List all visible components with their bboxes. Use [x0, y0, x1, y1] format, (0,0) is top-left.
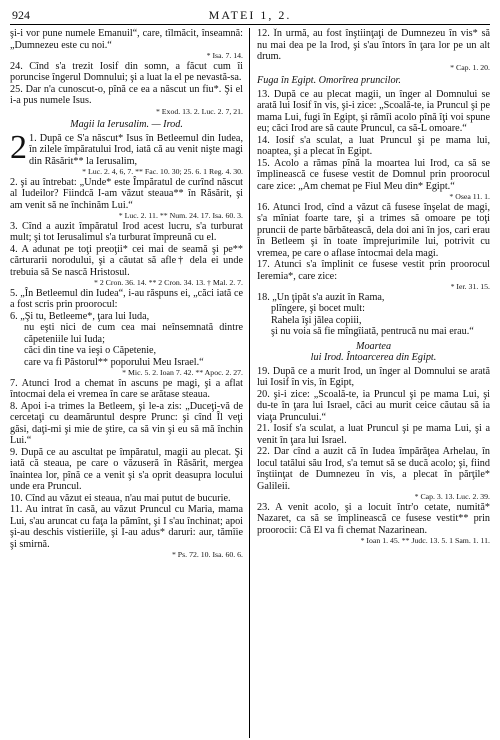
right-column — [250, 28, 490, 738]
verse-1-23 — [10, 28, 243, 61]
verse-2-11 — [10, 504, 243, 560]
section-heading — [257, 341, 490, 364]
quotation-line: şi nu voia să fie mîngîiată, pentrucă nu mai erau.“ — [271, 326, 474, 337]
verse-2-19: 19. După ce a murit Irod, un înger al Domnului se arată lui Iosif în vis, în Egipt, — [257, 365, 490, 388]
verse-2-12 — [257, 28, 490, 72]
verse-2-8: 8. Apoi i-a trimes la Betleem, şi le-a zis: „Duceţi-vă de cercetaţi cu deamăruntul despre Prunc: şi cînd Îl veţi găsi, daţi-mi şi mie de ştire, ca să vin şi eu să mă închin Lui.“ — [10, 400, 243, 446]
chapter-2-start — [10, 128, 243, 168]
cross-reference: * Isa. 7. 14. — [206, 51, 243, 60]
verse-2-15 — [257, 158, 490, 202]
page-title: MATEI 1, 2. — [208, 8, 292, 22]
quotation-line: care va fi Păstorul** poporului Meu Israel.“ — [24, 356, 204, 368]
verse-1-24: 24. Cînd s'a trezit Iosif din somn, a făcut cum îi poruncise îngerul Domnului; şi a luat la el pe nevastă-sa. — [10, 60, 243, 83]
heading-line: lui Irod. Întoarcerea din Egipt. — [310, 352, 437, 363]
quotation-lines — [257, 303, 490, 338]
cross-reference: * Osea 11. 1. — [449, 192, 490, 201]
cross-reference: * Cap. 1. 20. — [450, 62, 490, 72]
verse-2-3: 3. Cînd a auzit împăratul Irod acest lucru, s'a turburat mult; şi tot Ierusalimul s'a turburat împreună cu el. — [10, 220, 243, 243]
verse-2-10: 10. Cînd au văzut ei steaua, n'au mai putut de bucurie. — [10, 492, 231, 504]
verse-2-4 — [10, 244, 243, 288]
page-header — [10, 6, 490, 25]
quotation-line: nu eşti nici de cum cea mai neînsemnată dintre căpeteniile lui Iuda; — [24, 322, 243, 345]
verse-2-13: 13. După ce au plecat magii, un înger al Domnului se arată lui Iosif în vis, şi-i zice: „Scoală-te, ia Pruncul şi pe mama Lui, fugi în Egipt, şi rămîi acolo pînă îţi voi spune eu; căci Irod are să caute Pruncul, ca să-L omoare.“ — [257, 88, 490, 134]
chapter-drop-cap: 2 — [10, 128, 27, 166]
quotation-line: căci din tine va ieşi o Căpetenie, — [24, 345, 157, 356]
verse-2-5: 5. „În Betleemul din Iudea“, i-au răspuns ei, „căci iată ce a fost scris prin proorocul: — [10, 287, 243, 310]
verse-text: 2. şi au întrebat: „Unde* este Împăratul de curînd născut al Iudeilor? Fiindcă I-am văzut steaua** în Răsărit, şi am venit să ne închinăm Lui.“ — [10, 176, 243, 211]
quotation-line: Rahela îşi jălea copiii, — [271, 314, 362, 326]
verse-2-7: 7. Atunci Irod a chemat în ascuns pe magi, şi a aflat întocmai dela ei vremea în care se arătase steaua. — [10, 377, 243, 400]
section-heading: Magii la Ierusalim. — Irod. — [70, 119, 183, 130]
quotation-line: plîngere, şi bocet mult: — [271, 303, 365, 314]
verse-2-16: 16. Atunci Irod, cînd a văzut că fusese înşelat de magi, s'a mîniat foarte tare, şi a trimes să omoare pe toţi pruncii de parte bărbătească, dela doi ani în jos, cari erau în Betleem şi în toate împrejurimile lui, potrivit cu vremea, pe care o aflase întocmai dela magi. — [257, 201, 490, 259]
heading-line: Moartea — [355, 340, 392, 352]
verse-text: 11. Au intrat în casă, au văzut Pruncul cu Maria, mama Lui, s'au aruncat cu faţa la pămînt, şi I s'au închinat; apoi şi-au deschis vistieriile, şi I-au adus* daruri: aur, tămîie şi smirnă. — [10, 504, 243, 550]
verse-text: şi-i vor pune numele Emanuil“, care, tîlmăcit, înseamnă: „Dumnezeu este cu noi.“ — [10, 28, 243, 51]
cross-reference: * Ier. 31. 15. — [450, 282, 490, 291]
verse-2-1: 1. După ce S'a născut* Isus în Betleemul din Iudea, în zilele împăratului Irod, iată că au venit nişte magi din Răsărit** la Ierusalim, — [29, 132, 243, 167]
verse-2-9: 9. După ce au ascultat pe împăratul, magii au plecat. Şi iată că steaua, pe care o văzuseră în Răsărit, mergea înaintea lor, pînă ce a venit şi s'a oprit deasupra locului unde era Pruncul. — [10, 446, 243, 492]
verse-2-21: 21. Iosif s'a sculat, a luat Pruncul şi pe mama Lui, şi a venit în ţara lui Israel. — [257, 423, 490, 446]
cross-reference: * Exod. 13. 2. Luc. 2. 7, 21. — [155, 106, 243, 116]
verse-text: 23. A venit acolo, şi a locuit într'o cetate, numită* Nazaret, ca să se împlinească ce fusese vestit** prin proorocii: Că El va fi chemat Nazarinean. — [257, 501, 490, 536]
verse-text: 12. În urmă, au fost înştiinţaţi de Dumnezeu în vis* să nu mai dea pe la Irod, şi s'au întors în ţara lor pe un alt drum. — [257, 28, 490, 62]
verse-text: 25. Dar n'a cunoscut-o, pînă ce ea a născut un fiu*. Şi el i-a pus numele Isus. — [10, 83, 243, 106]
verse-2-6: 6. „Şi tu, Betleeme*, ţara lui Iuda, — [10, 310, 150, 322]
verse-2-2 — [10, 177, 243, 221]
verse-2-23 — [257, 502, 490, 546]
left-column — [10, 28, 250, 738]
verse-text: 17. Atunci s'a împlinit ce fusese vestit prin proorocul Ieremia*, care zice: — [257, 259, 490, 282]
cross-reference: * Ioan 1. 45. ** Judc. 13. 5. 1 Sam. 1. 11. — [360, 536, 490, 545]
page-number: 924 — [12, 8, 30, 22]
quotation-lines — [10, 322, 243, 368]
section-heading: Fuga în Egipt. Omorîrea pruncilor. — [257, 75, 401, 86]
verse-2-18: 18. „Un ţipăt s'a auzit în Rama, — [257, 291, 385, 303]
verse-2-20: 20. şi-i zice: „Scoală-te, ia Pruncul şi pe mama Lui, şi du-te în ţara lui Israel, căci au murit ceice căutau să ia viaţa Pruncului.“ — [257, 388, 490, 423]
cross-reference: * Mic. 5. 2. Ioan 7. 42. ** Apoc. 2. 27. — [122, 368, 243, 377]
verse-2-17 — [257, 259, 490, 292]
verse-2-14: 14. Iosif s'a sculat, a luat Pruncul şi pe mama lui, noaptea, şi a plecat în Egipt. — [257, 134, 490, 157]
cross-reference: * Cap. 3. 13. Luc. 2. 39. — [414, 492, 490, 501]
cross-reference: * Luc. 2. 11. ** Num. 24. 17. Isa. 60. 3. — [118, 211, 243, 220]
verse-text: 4. A adunat pe toţi preoţii* cei mai de seamă şi pe** cărturarii norodului, şi a căutat să afle† dela ei unde trebuia să Se nască Hristosul. — [10, 243, 243, 278]
verse-2-22 — [257, 446, 490, 502]
verse-text: 15. Acolo a rămas pînă la moartea lui Irod, ca să se împlinească ce fusese vestit de Domnul prin proorocul care zice: „Am chemat pe Fiul Meu din* Egipt.“ — [257, 157, 490, 192]
cross-reference: * Luc. 2. 4, 6, 7. ** Fac. 10. 30; 25. 6. 1 Reg. 4. 30. — [82, 167, 243, 176]
cross-reference: * 2 Cron. 36. 14. ** 2 Cron. 34. 13. † Mal. 2. 7. — [93, 278, 243, 287]
verse-1-25 — [10, 84, 243, 117]
cross-reference: * Ps. 72. 10. Isa. 60. 6. — [171, 550, 243, 559]
verse-text: 22. Dar cînd a auzit că în Iudea împărăţea Arhelau, în locul tatălui său Irod, s'a temut să se ducă acolo; şi, fiind înştiinţat de Dumnezeu în vis, a plecat în părţile* Galileii. — [257, 446, 490, 492]
text-columns — [10, 28, 490, 738]
